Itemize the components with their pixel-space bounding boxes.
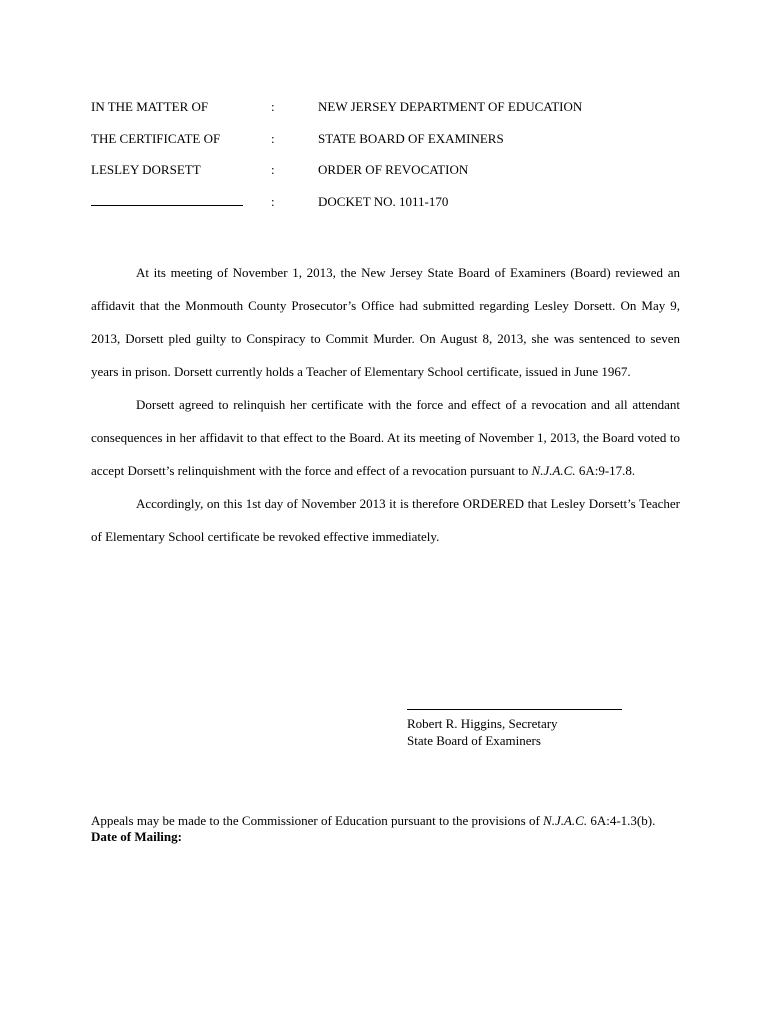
paragraph-findings: At its meeting of November 1, 2013, the New Jersey State Board of Examiners (Board) reviewed an affidavit that the Monmouth County Prosecutor’s Office had submitted regarding Lesley Dorsett. On May 9, 2013, Dorsett pled guilty to Conspiracy to Commit Murder. On August 8, 2013, she was sentenced to seven years in prison. Dorsett currently holds a Teacher of Elementary School certificate, issued in June 1967. (91, 265, 680, 379)
caption-blank-line (91, 194, 243, 210)
caption-right-text: STATE BOARD OF EXAMINERS (318, 130, 504, 146)
appeals-text (91, 813, 680, 829)
underline-rule (91, 195, 243, 206)
paragraph-text: Appeals may be made to the Commissioner of Education pursuant to the provisions of (91, 813, 544, 828)
signatory-title: State Board of Examiners (407, 733, 541, 748)
caption-row (91, 99, 691, 131)
signatory-name: Robert R. Higgins, Secretary (407, 716, 558, 731)
signature-block (407, 703, 622, 749)
paragraph-text: 6A:9-17.8. (575, 463, 636, 478)
caption-colon: : (271, 99, 275, 114)
citation: N.J.A.C. (543, 813, 588, 828)
caption-right-text: NEW JERSEY DEPARTMENT OF EDUCATION (318, 99, 583, 114)
citation: N.J.A.C. (531, 463, 576, 478)
caption-colon: : (271, 130, 275, 146)
paragraph-order: Accordingly, on this 1st day of November 2013 it is therefore ORDERED that Lesley Dorsett’s Teacher of Elementary School certificate be revoked effective immediately. (91, 496, 680, 544)
date-of-mailing-label: Date of Mailing: (91, 829, 182, 844)
caption-colon: : (271, 193, 275, 209)
appeals-notice (91, 813, 680, 845)
caption-left-text: THE CERTIFICATE OF (91, 130, 221, 146)
caption-right-text: ORDER OF REVOCATION (318, 162, 469, 177)
caption-colon: : (271, 162, 275, 177)
docket-number: DOCKET NO. 1011-170 (318, 193, 449, 209)
caption-left-text: IN THE MATTER OF (91, 99, 209, 114)
caption-left-text: LESLEY DORSETT (91, 162, 201, 177)
paragraph-relinquishment (91, 388, 680, 487)
order-body (91, 256, 680, 553)
caption-row (91, 194, 691, 226)
case-caption (91, 99, 691, 225)
paragraph-text: Dorsett agreed to relinquish her certificate with the force and effect of a revocation and all attendant consequences in her affidavit to that effect to the Board. At its meeting of November 1, 2013, the Board voted to accept Dorsett’s relinquishment with the force and effect of a revocation pursuant to (91, 397, 680, 478)
signature-line (407, 703, 622, 710)
caption-row (91, 131, 691, 163)
paragraph-text: 6A:4-1.3(b). (587, 813, 656, 828)
caption-row (91, 162, 691, 194)
